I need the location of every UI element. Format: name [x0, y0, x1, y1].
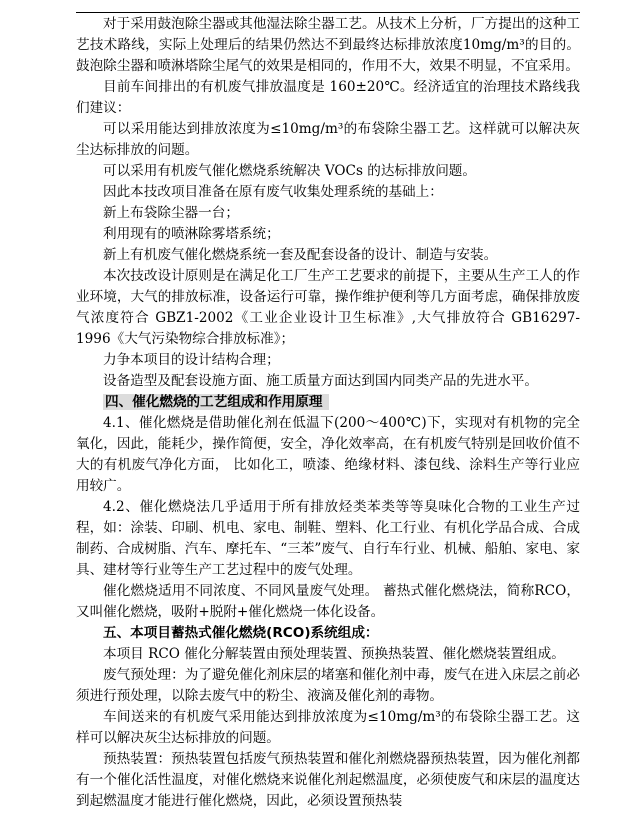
paragraph-catalytic-suggestion: 可以采用有机废气催化燃烧系统解决 VOCs 的达标排放问题。 — [103, 163, 476, 179]
paragraph-pretreatment: 废气预处理：为了避免催化剂床层的堵塞和催化剂中毒，废气在进入床层之前必须进行预处理，以除去废气中的粉尘、液滴及催化剂的毒物。 — [76, 667, 580, 704]
section-heading-5-text: 五、本项目蓄热式催化燃烧(RCO)系统组成： — [103, 625, 379, 641]
paragraph-preheat: 预热装置：预热装置包括废气预热装置和催化剂燃烧器预热装置，因为催化剂都有一个催化活性温度，对催化燃烧来说催化剂起燃温度，必须使废气和床层的温度达到起燃温度才能进行催化燃烧，因此，必须设置预热装 — [76, 751, 580, 809]
paragraph-project-basis: 因此本技改项目准备在原有废气收集处理系统的基础上： — [103, 184, 443, 200]
document-body — [76, 14, 580, 812]
paragraph-4-1: 4.1、催化燃烧是借助催化剂在低温下(200～400℃)下，实现对有机物的完全氧化，因此，能耗少，操作简便，安全，净化效率高，在有机废气特别是回收价值不大的有机废气净化方面， 比如化工，喷漆、绝缘材料、漆包线、涂料生产等行业应用较广。 — [76, 415, 580, 494]
paragraph-bag-filter-suggestion: 可以采用能达到排放浓度为≤10mg/m³的布袋除尘器工艺。这样就可以解决灰尘达标排放的问题。 — [76, 121, 580, 158]
paragraph-exhaust-temperature: 目前车间排出的有机废气排放温度是 160±20℃。经济适宜的治理技术路线我们建议： — [76, 79, 580, 116]
list-item-new-bag-filter: 新上布袋除尘器一台； — [103, 205, 239, 221]
list-item-spray-tower: 利用现有的喷淋除雾塔系统； — [103, 226, 280, 242]
paragraph-rco-intro: 催化燃烧适用不同浓度、不同风量废气处理。 蓄热式催化燃烧法，简称RCO，又叫催化燃烧，吸附+脱附+催化燃烧一体化设备。 — [76, 583, 580, 620]
list-item-catalytic-system: 新上有机废气催化燃烧系统一套及配套设备的设计、制造与安装。 — [103, 247, 498, 263]
paragraph-4-2: 4.2、催化燃烧法几乎适用于所有排放烃类苯类等等臭味化合物的工业生产过程，如：涂装、印刷、机电、家电、制鞋、塑料、化工行业、有机化学品合成、合成制药、合成树脂、汽车、摩托车、“三苯”废气、自行车行业、机械、船舶、家电、家具、建材等行业等生产工艺过程中的废气处理。 — [76, 499, 580, 578]
paragraph-rco-composition: 本项目 RCO 催化分解装置由预处理装置、预换热装置、催化燃烧装置组成。 — [103, 646, 565, 662]
section-heading-4-text: 四、催化燃烧的工艺组成和作用原理 — [103, 394, 329, 410]
paragraph-wet-dust-removal: 对于采用鼓泡除尘器或其他湿法除尘器工艺。从技术上分析，厂方提出的这种工艺技术路线，实际上处理后的结果仍然达不到最终达标排放浓度10mg/m³的目的。鼓泡除尘器和喷淋塔除尘尾气的效果是相同的，作用不大，效果不明显，不宜采用。 — [76, 16, 580, 74]
paragraph-advanced-level: 设备造型及配套设施方面、施工质量方面达到国内同类产品的先进水平。 — [103, 373, 538, 389]
section-heading-5 — [103, 623, 580, 644]
section-heading-4 — [103, 392, 580, 413]
paragraph-design-structure: 力争本项目的设计结构合理； — [103, 352, 280, 368]
paragraph-workshop-exhaust: 车间送来的有机废气采用能达到排放浓度为≤10mg/m³的布袋除尘器工艺。这样可以解决灰尘达标排放的问题。 — [76, 709, 580, 746]
header-rule — [76, 12, 580, 13]
paragraph-design-principle: 本次技改设计原则是在满足化工厂生产工艺要求的前提下，主要从生产工人的作业环境，大气的排放标准，设备运行可靠，操作维护便利等几方面考虑，确保排放废气浓度符合 GBZ1-2002《工业企业设计卫生标准》,大气排放符合 GB16297-1996《大气污染物综合排放标准》； — [76, 268, 580, 347]
